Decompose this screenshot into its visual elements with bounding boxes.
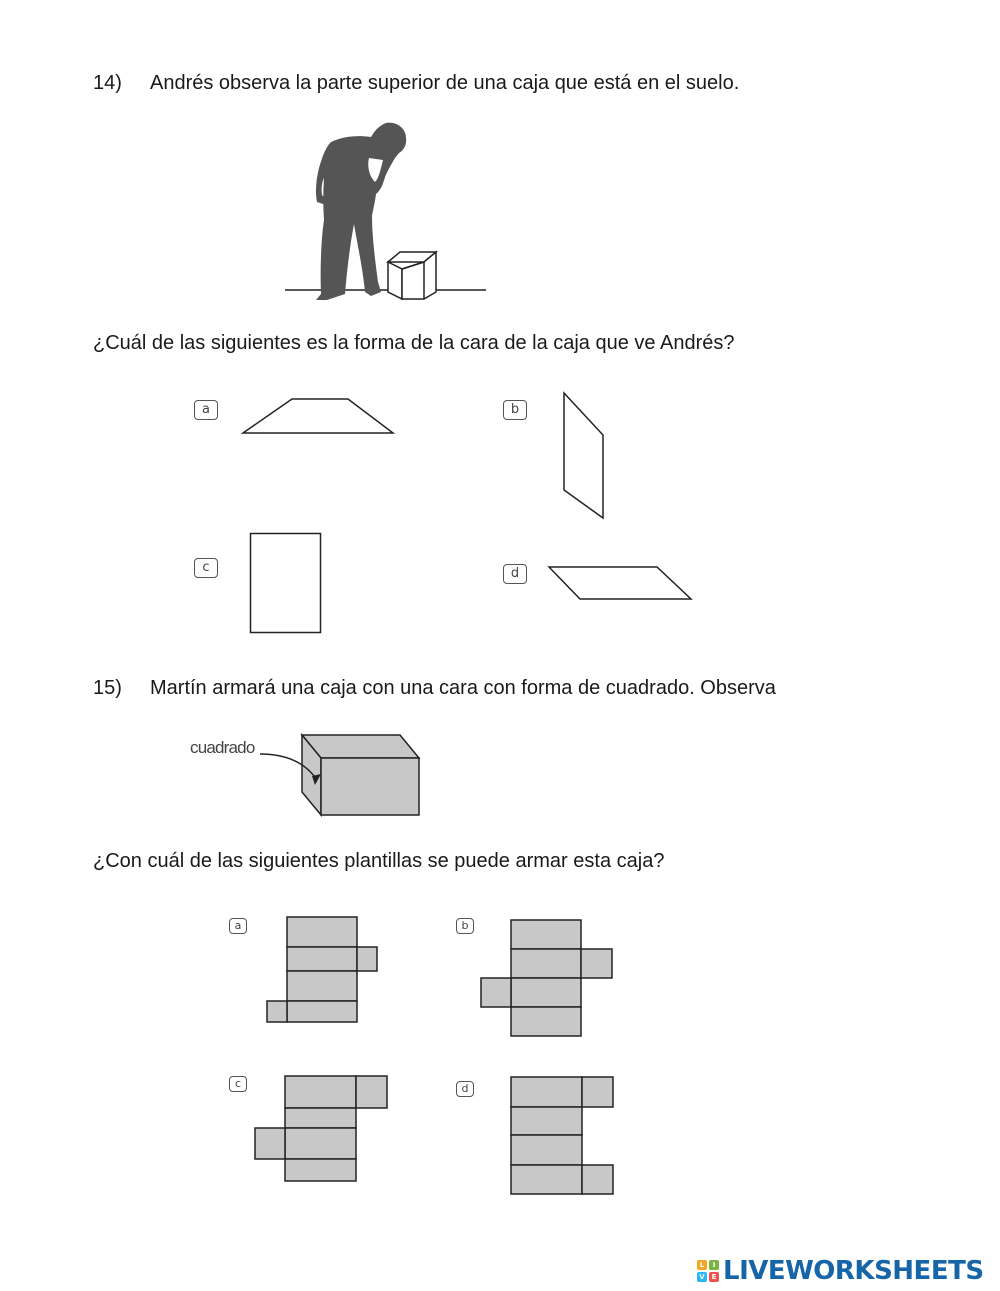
q14-header [0,71,1000,95]
q15-option-c-label[interactable]: c [229,1076,247,1092]
logo-block-i: I [709,1260,719,1270]
q14-option-c-rectangle[interactable] [249,532,324,636]
q14-option-c-label[interactable]: c [194,558,218,578]
q15-option-a-net[interactable] [265,915,380,1025]
q15-option-c-net[interactable] [253,1074,393,1186]
man-looking-at-box-illustration [283,120,493,305]
q15-number: 15) [93,677,122,699]
logo-block-e: E [709,1272,719,1282]
logo-blocks-icon [697,1260,719,1282]
q15-box-illustration [255,730,425,820]
q15-option-a-label[interactable]: a [229,918,247,934]
liveworksheets-logo[interactable] [697,1255,984,1287]
box-label-cuadrado: cuadrado [190,738,255,757]
q15-option-d-net[interactable] [509,1075,617,1199]
q14-option-b-parallelogram[interactable] [560,390,608,522]
q14-option-a-label[interactable]: a [194,400,218,420]
q15-text: Martín armará una caja con una cara con forma de cuadrado. Observa [150,677,776,699]
logo-block-l: L [697,1260,707,1270]
logo-text: LIVEWORKSHEETS [723,1256,984,1286]
logo-block-v: V [697,1272,707,1282]
q14-prompt: ¿Cuál de las siguientes es la forma de la cara de la caja que ve Andrés? [93,332,735,354]
q14-option-d-label[interactable]: d [503,564,527,584]
q15-option-d-label[interactable]: d [456,1081,474,1097]
q15-option-b-net[interactable] [479,918,617,1040]
q14-text: Andrés observa la parte superior de una caja que está en el suelo. [150,72,740,94]
q15-header [0,676,1000,700]
box-drawing [388,252,436,299]
q14-option-d-parallelogram[interactable] [547,565,697,603]
q15-option-b-label[interactable]: b [456,918,474,934]
q14-number: 14) [93,72,122,94]
q15-prompt: ¿Con cuál de las siguientes plantillas se puede armar esta caja? [93,850,665,872]
q14-option-a-trapezoid[interactable] [240,396,400,436]
q14-option-b-label[interactable]: b [503,400,527,420]
